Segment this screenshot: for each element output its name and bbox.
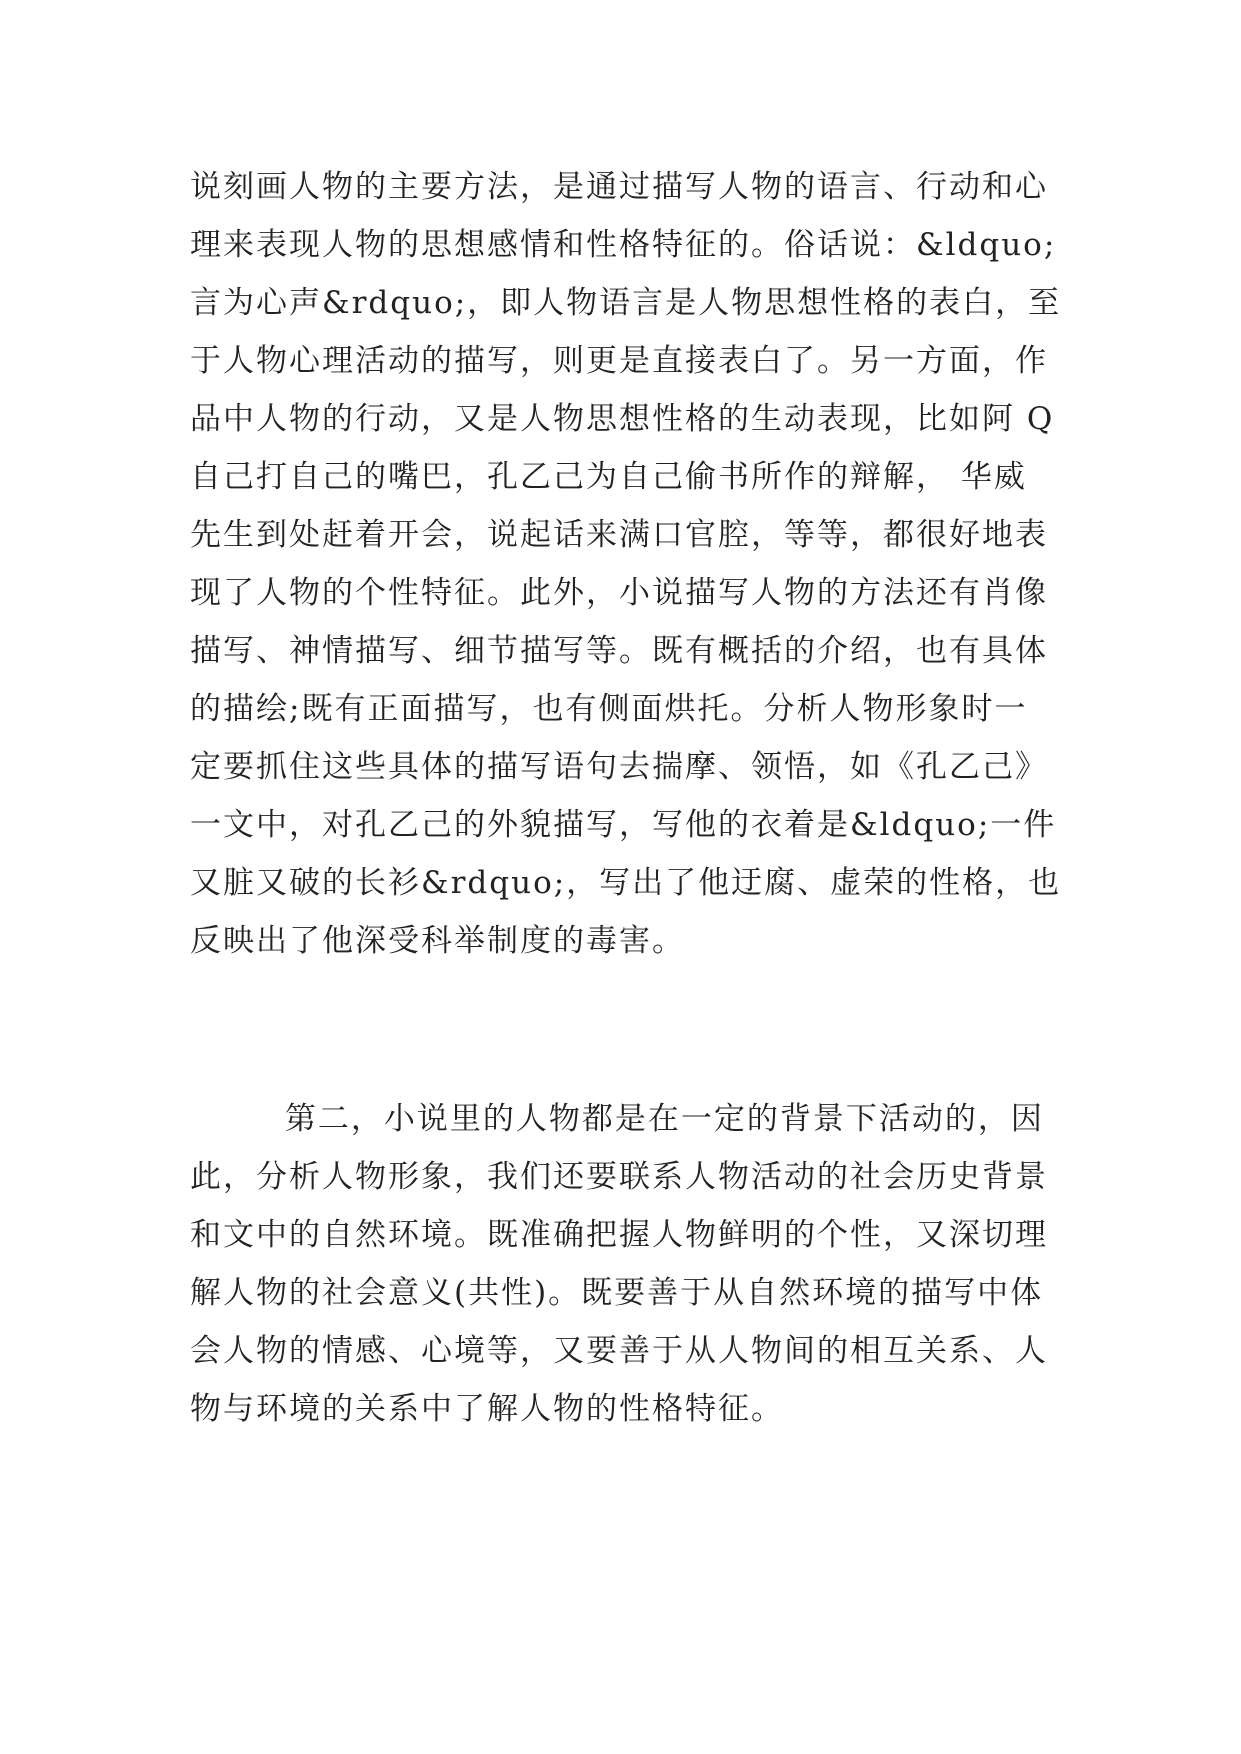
text-line: 的描绘;既有正面描写，也有侧面烘托。分析人物形象时一 xyxy=(190,691,1028,727)
text-line: 解人物的社会意义(共性)。既要善于从自然环境的描写中体 xyxy=(190,1275,1044,1311)
text-line: 此，分析人物形象，我们还要联系人物活动的社会历史背景 xyxy=(190,1159,1048,1195)
text-line: 言为心声&rdquo;，即人物语言是人物思想性格的表白，至 xyxy=(190,285,1062,321)
text-line: 先生到处赶着开会，说起话来满口官腔，等等，都很好地表 xyxy=(190,517,1048,553)
text-line: 品中人物的行动，又是人物思想性格的生动表现，比如阿 Q xyxy=(190,401,1055,437)
paragraph-2 xyxy=(190,1090,1060,1438)
text-line: 自己打自己的嘴巴，孔乙己为自己偷书所作的辩解， 华威 xyxy=(190,459,1027,495)
paragraph-1 xyxy=(190,158,1060,970)
text-line: 物与环境的关系中了解人物的性格特征。 xyxy=(190,1391,784,1427)
text-line: 第二，小说里的人物都是在一定的背景下活动的，因 xyxy=(190,1101,1044,1137)
text-line: 定要抓住这些具体的描写语句去揣摩、领悟，如《孔乙己》 xyxy=(190,749,1048,785)
text-line: 和文中的自然环境。既准确把握人物鲜明的个性，又深切理 xyxy=(190,1217,1048,1253)
text-line: 反映出了他深受科举制度的毒害。 xyxy=(190,923,685,959)
text-line: 会人物的情感、心境等，又要善于从人物间的相互关系、人 xyxy=(190,1333,1048,1369)
text-line: 一文中，对孔乙己的外貌描写，写他的衣着是&ldquo;一件 xyxy=(190,807,1057,843)
text-line: 描写、神情描写、细节描写等。既有概括的介绍，也有具体 xyxy=(190,633,1048,669)
text-line: 于人物心理活动的描写，则更是直接表白了。另一方面，作 xyxy=(190,343,1048,379)
text-line: 又脏又破的长衫&rdquo;，写出了他迂腐、虚荣的性格，也 xyxy=(190,865,1062,901)
text-line: 说刻画人物的主要方法，是通过描写人物的语言、行动和心 xyxy=(190,169,1048,205)
text-line: 理来表现人物的思想感情和性格特征的。俗话说：&ldquo; xyxy=(190,227,1057,263)
text-line: 现了人物的个性特征。此外，小说描写人物的方法还有肖像 xyxy=(190,575,1048,611)
